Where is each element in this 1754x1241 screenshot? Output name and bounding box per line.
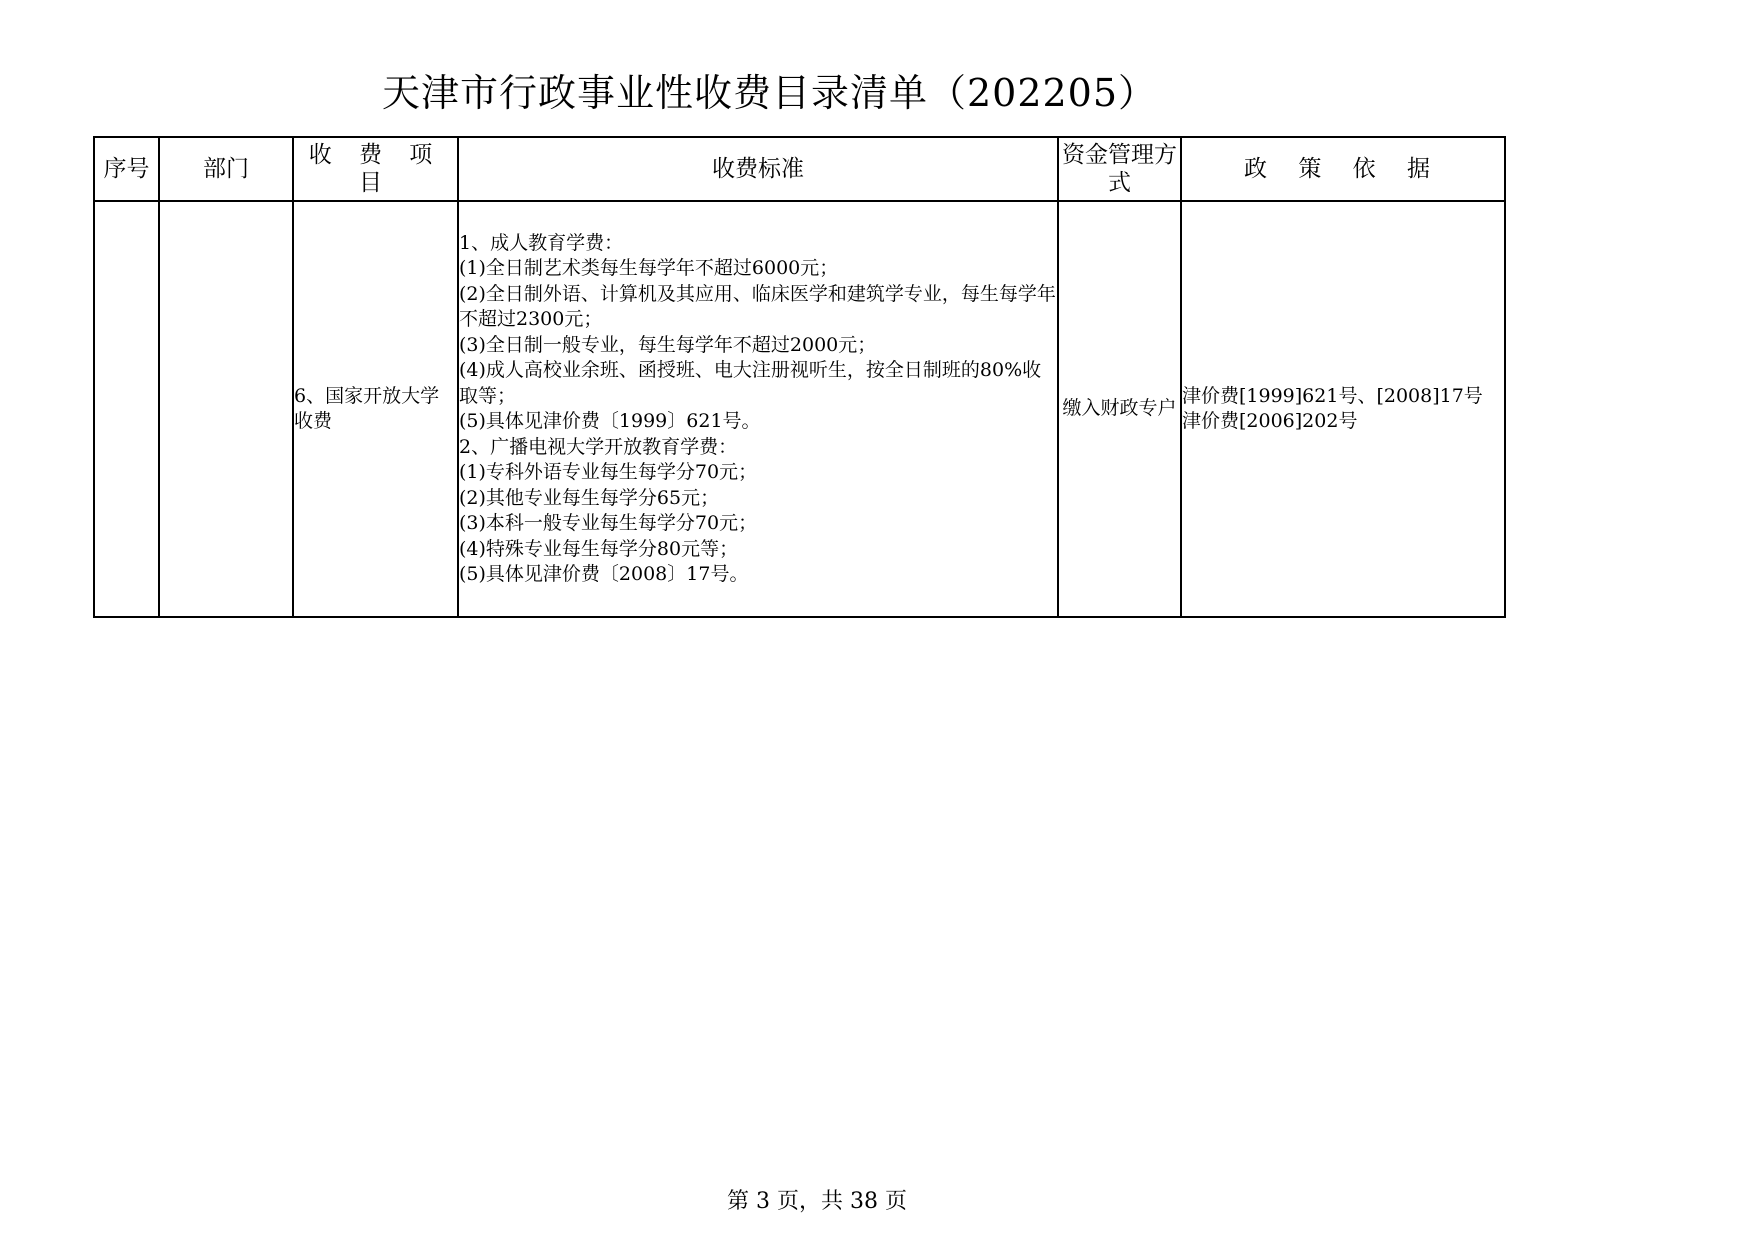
standard-line: (5)具体见津价费〔2008〕17号。 xyxy=(459,563,749,585)
header-fund-management: 资金管理方式 xyxy=(1058,137,1181,201)
header-item: 收 费 项 目 xyxy=(293,137,458,201)
page-title-text: 天津市行政事业性收费目录清单（202205） xyxy=(381,71,1158,115)
standard-line: 2、广播电视大学开放教育学费： xyxy=(459,435,738,458)
policy-basis-line: 津价费[2006]202号 xyxy=(1182,410,1358,432)
standard-line: 1、成人教育学费： xyxy=(459,231,624,254)
table-row xyxy=(94,201,1505,617)
standard-line: (2)全日制外语、计算机及其应用、临床医学和建筑学专业，每生每学年不超过2300元； xyxy=(459,282,1056,330)
table-header xyxy=(94,137,1505,201)
page-title xyxy=(0,66,1754,120)
standard-line: (1)专科外语专业每生每学分70元； xyxy=(459,461,758,483)
header-department: 部门 xyxy=(159,137,293,201)
standard-line: (3)全日制一般专业，每生每学年不超过2000元； xyxy=(459,333,877,356)
cell-policy-basis xyxy=(1181,201,1505,617)
cell-item: 6、国家开放大学收费 xyxy=(293,201,458,617)
table-header-row xyxy=(94,137,1505,201)
page-footer xyxy=(0,1187,1754,1217)
page-number: 第 3 页，共 38 页 xyxy=(727,1189,907,1214)
standard-line: (2)其他专业每生每学分65元； xyxy=(459,486,720,509)
cell-fund-management: 缴入财政专户 xyxy=(1058,201,1181,617)
standard-line: (4)成人高校业余班、函授班、电大注册视听生，按全日制班的80%收取等； xyxy=(459,359,1042,407)
header-policy-basis: 政 策 依 据 xyxy=(1181,137,1505,201)
cell-seq xyxy=(94,201,159,617)
standard-line: (5)具体见津价费〔1999〕621号。 xyxy=(459,410,761,432)
cell-department xyxy=(159,201,293,617)
table-body xyxy=(94,201,1505,617)
standard-line: (3)本科一般专业每生每学分70元； xyxy=(459,512,758,534)
standard-line: (1)全日制艺术类每生每学年不超过6000元； xyxy=(459,257,839,279)
header-seq: 序号 xyxy=(94,137,159,201)
policy-basis-line: 津价费[1999]621号、[2008]17号 xyxy=(1182,384,1483,407)
fee-catalog-table xyxy=(93,136,1506,618)
cell-standard xyxy=(458,201,1058,617)
header-standard: 收费标准 xyxy=(458,137,1058,201)
standard-line: (4)特殊专业每生每学分80元等； xyxy=(459,537,739,560)
